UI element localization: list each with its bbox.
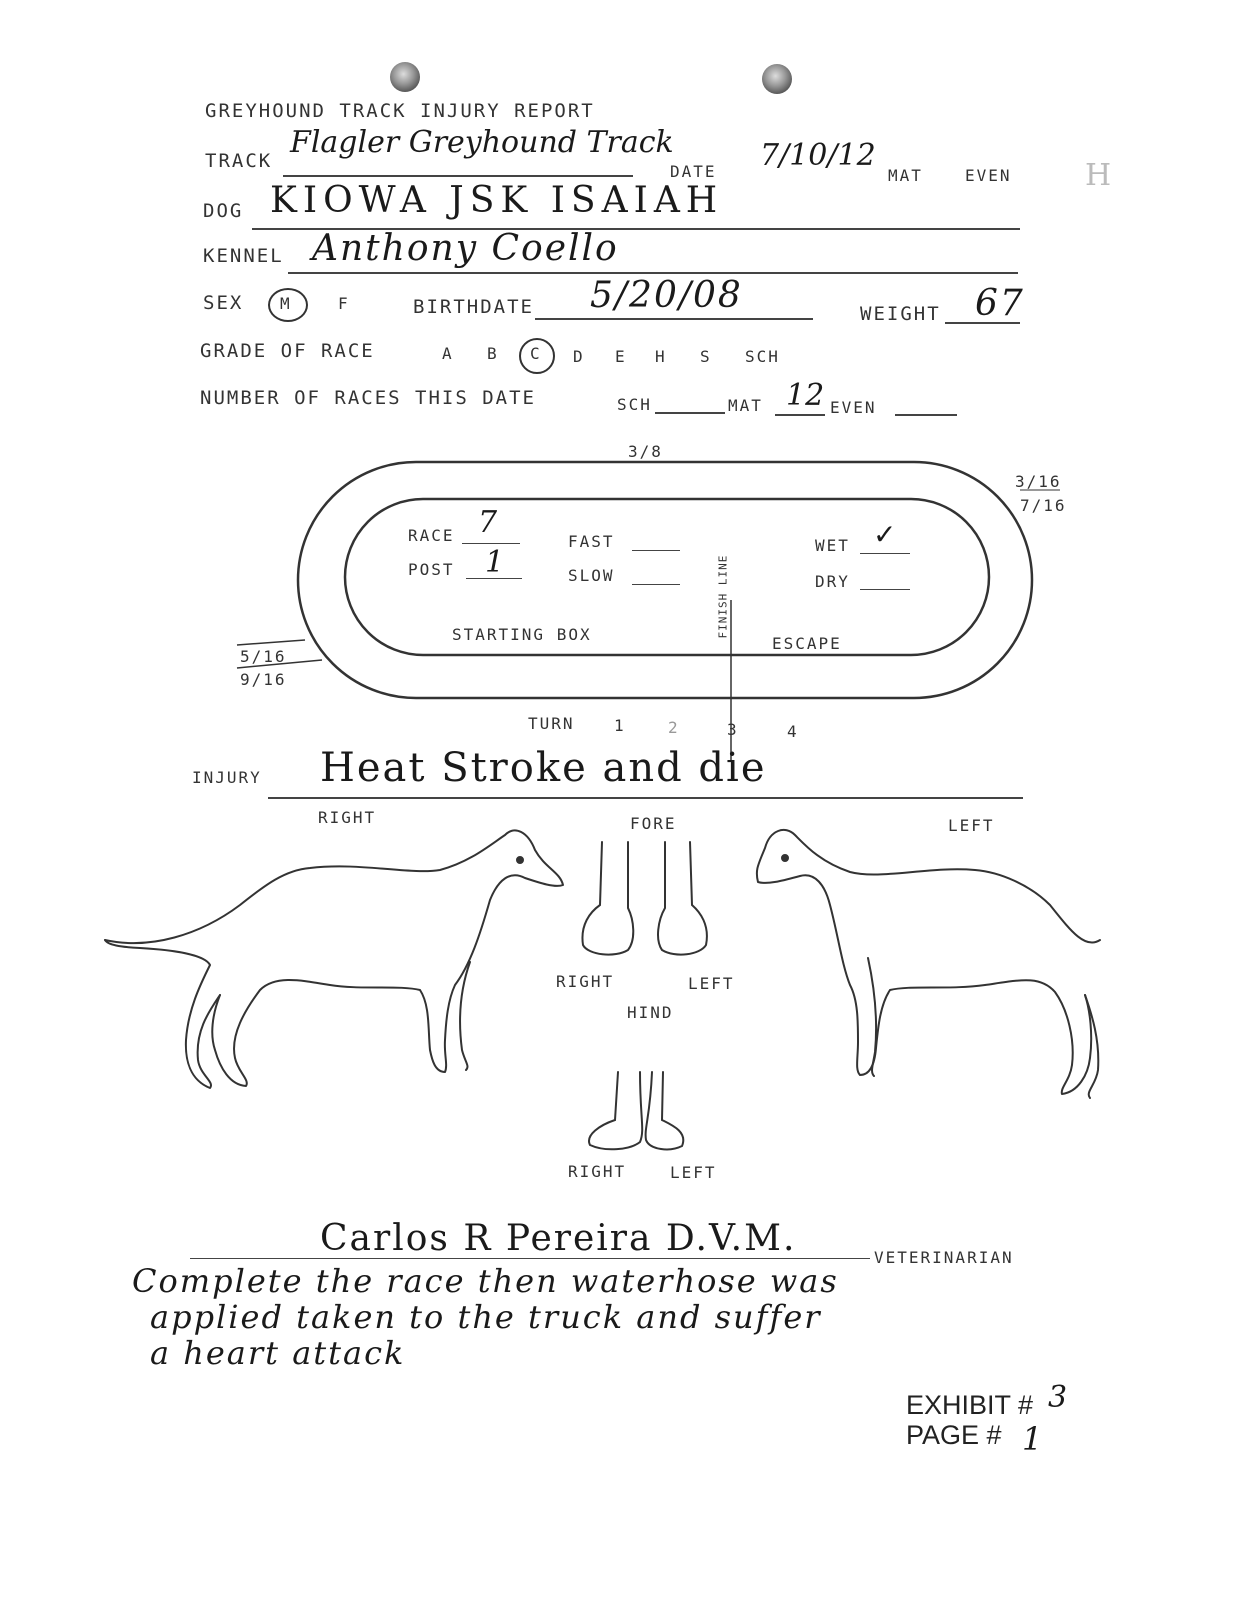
sex-label: SEX <box>203 292 244 314</box>
escape-label: ESCAPE <box>772 634 842 653</box>
post-value: 1 <box>485 545 505 580</box>
sex-m: M <box>280 294 292 313</box>
grade-h: H <box>655 347 667 366</box>
date-label: DATE <box>670 162 717 181</box>
grade-c: C <box>530 344 542 363</box>
races-even-label: EVEN <box>830 398 877 417</box>
birthdate-label: BIRTHDATE <box>413 296 534 318</box>
page-value: 1 <box>1022 1420 1043 1458</box>
track-value: Flagler Greyhound Track <box>290 125 674 160</box>
track-top-distance: 3/8 <box>628 442 663 461</box>
page-label: PAGE # <box>906 1420 1002 1450</box>
grade-label: GRADE OF RACE <box>200 340 375 362</box>
even-label: EVEN <box>965 166 1012 185</box>
injury-label: INJURY <box>192 768 262 787</box>
grade-b: B <box>487 344 499 363</box>
exhibit-value: 3 <box>1048 1380 1068 1415</box>
finish-line-label: FINISH LINE <box>716 554 730 639</box>
form-title: GREYHOUND TRACK INJURY REPORT <box>205 100 595 122</box>
dry-label: DRY <box>815 572 850 591</box>
dog-left-side <box>757 830 1100 1098</box>
wet-label: WET <box>815 536 850 555</box>
grade-a: A <box>442 344 454 363</box>
dog-label: DOG <box>203 200 244 222</box>
veterinarian-signature: Carlos R Pereira D.V.M. <box>320 1218 797 1259</box>
left-side-label: LEFT <box>948 816 995 835</box>
turn-1: 1 <box>614 716 626 735</box>
fore-label: FORE <box>630 814 677 833</box>
kennel-value: Anthony Coello <box>312 228 619 269</box>
date-value: 7/10/12 <box>760 138 876 173</box>
races-label: NUMBER OF RACES THIS DATE <box>200 387 536 409</box>
turn-3: 3 <box>727 720 739 739</box>
fore-paws <box>582 842 706 955</box>
hind-paws <box>589 1072 683 1149</box>
track-right-distance-2: 7/16 <box>1020 496 1067 515</box>
race-value: 7 <box>478 505 498 540</box>
kennel-label: KENNEL <box>203 245 284 267</box>
fore-left-label: LEFT <box>688 974 735 993</box>
hind-right-label: RIGHT <box>568 1162 627 1181</box>
races-sch-label: SCH <box>617 395 652 414</box>
grade-s: S <box>700 347 712 366</box>
vet-note-line-1: Complete the race then waterhose was <box>132 1262 839 1300</box>
track-left-distance-2: 9/16 <box>240 670 287 689</box>
track-right-distance-1: 3/16 <box>1015 472 1062 491</box>
vet-note-line-3: a heart attack <box>150 1334 406 1372</box>
races-mat-label: MAT <box>728 396 763 415</box>
sex-f: F <box>338 294 350 313</box>
veterinarian-label: VETERINARIAN <box>874 1248 1014 1267</box>
wet-value: ✓ <box>873 518 897 551</box>
hind-left-label: LEFT <box>670 1163 717 1182</box>
dog-value: KIOWA JSK ISAIAH <box>270 180 724 221</box>
grade-d: D <box>573 347 585 366</box>
margin-mark: H <box>1085 158 1112 193</box>
mat-label: MAT <box>888 166 923 185</box>
hind-label: HIND <box>627 1003 674 1022</box>
post-label: POST <box>408 560 455 579</box>
race-label: RACE <box>408 526 455 545</box>
grade-e: E <box>615 347 627 366</box>
slow-label: SLOW <box>568 566 615 585</box>
turn-4: 4 <box>787 722 799 741</box>
fore-right-label: RIGHT <box>556 972 615 991</box>
right-side-label: RIGHT <box>318 808 377 827</box>
birthdate-value: 5/20/08 <box>590 275 743 316</box>
turn-label: TURN <box>528 714 575 733</box>
track-label: TRACK <box>205 150 273 172</box>
weight-value: 67 <box>975 283 1025 324</box>
races-mat-value: 12 <box>786 378 825 413</box>
weight-label: WEIGHT <box>860 303 941 325</box>
grade-sch: SCH <box>745 347 780 366</box>
starting-box-label: STARTING BOX <box>452 625 592 644</box>
turn-2: 2 <box>668 718 680 737</box>
track-left-distance-1: 5/16 <box>240 647 287 666</box>
vet-note-line-2: applied taken to the truck and suffer <box>150 1298 822 1336</box>
dog-right-side <box>105 830 563 1088</box>
fast-label: FAST <box>568 532 615 551</box>
exhibit-label: EXHIBIT # <box>906 1390 1034 1420</box>
injury-value: Heat Stroke and die <box>320 745 767 791</box>
